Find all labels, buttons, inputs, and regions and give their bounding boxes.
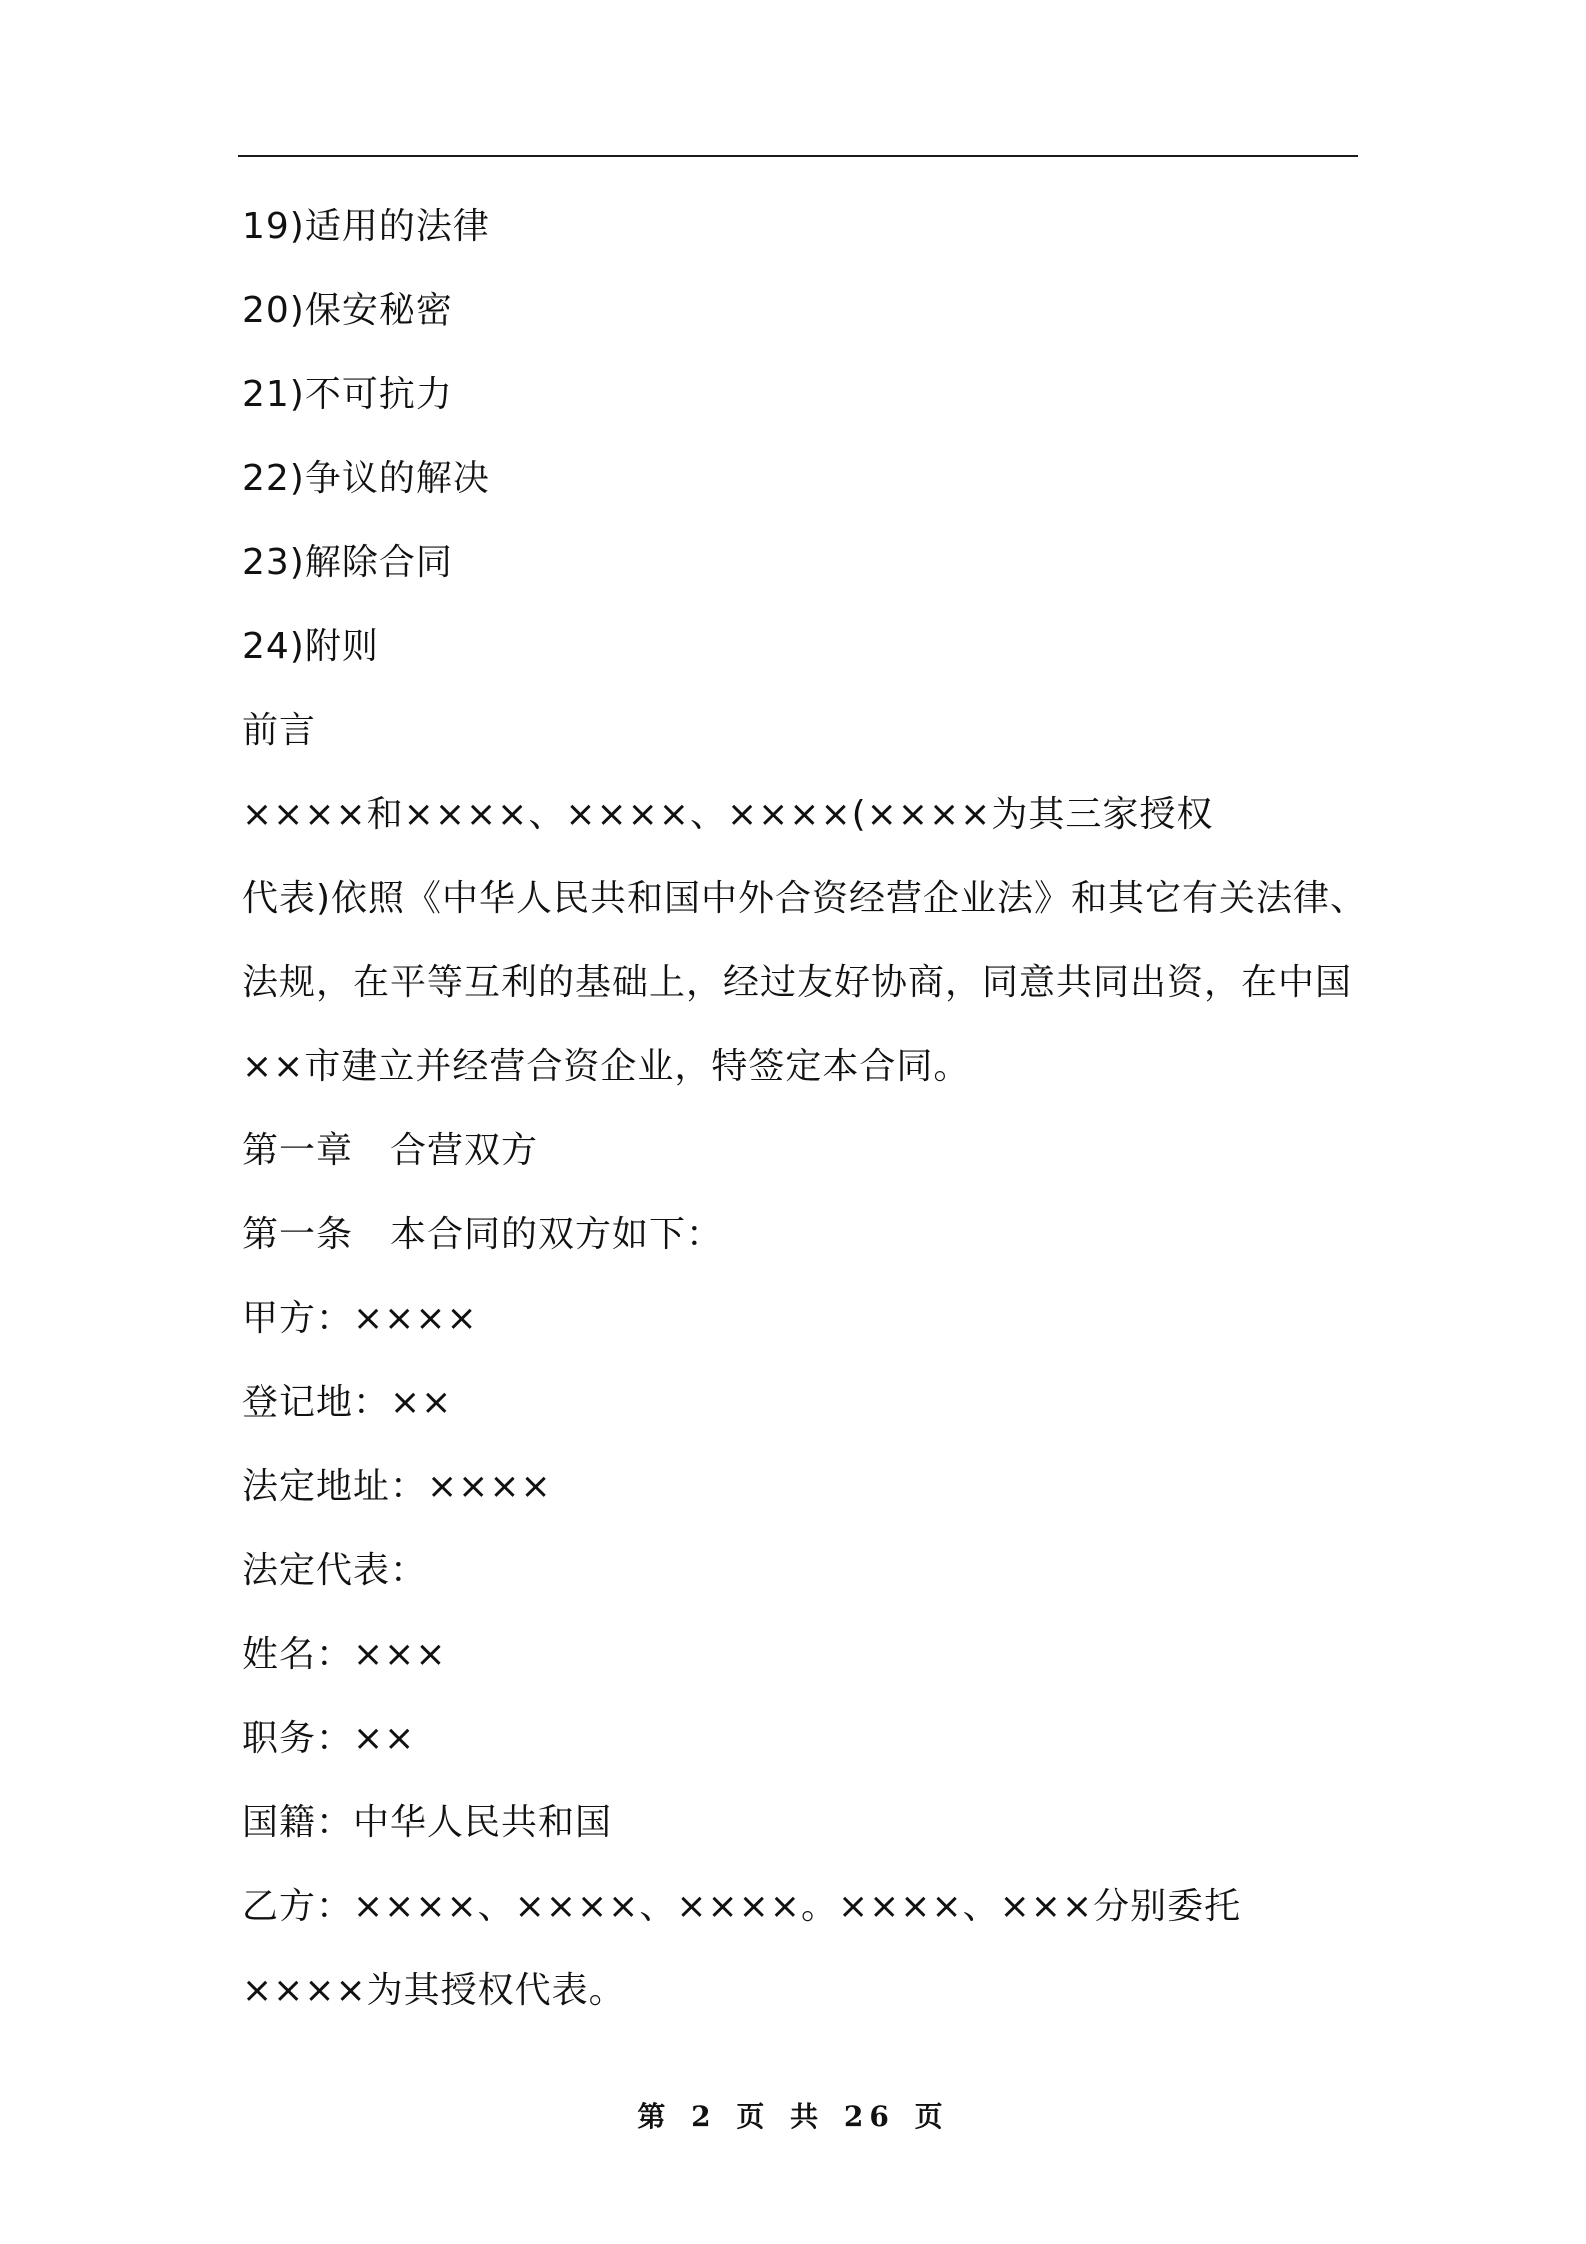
representative-name: 姓名：××× — [242, 1634, 447, 1675]
preface-paragraph-line-2: 代表)依照《中华人民共和国中外合资经营企业法》和其它有关法律、 — [242, 878, 1368, 919]
preface-paragraph-line-4: ××市建立并经营合资企业，特签定本合同。 — [242, 1046, 971, 1087]
toc-item-19: 19)适用的法律 — [242, 206, 490, 247]
registration-place: 登记地：×× — [242, 1382, 453, 1423]
representative-nationality: 国籍：中华人民共和国 — [242, 1802, 613, 1843]
article-heading: 第一条 本合同的双方如下： — [242, 1214, 724, 1255]
header-divider — [238, 155, 1358, 157]
chapter-heading: 第一章 合营双方 — [242, 1130, 539, 1171]
toc-item-22: 22)争议的解决 — [242, 458, 490, 499]
representative-position: 职务：×× — [242, 1718, 416, 1759]
toc-item-24: 24)附则 — [242, 626, 379, 667]
toc-item-23: 23)解除合同 — [242, 542, 453, 583]
preface-heading: 前言 — [242, 710, 317, 751]
legal-representative-label: 法定代表： — [242, 1550, 428, 1591]
toc-item-20: 20)保安秘密 — [242, 290, 453, 331]
page-number-footer: 第 2 页 共 26 页 — [637, 2100, 949, 2133]
party-b-line-2: ××××为其授权代表。 — [242, 1970, 626, 2011]
legal-address: 法定地址：×××× — [242, 1466, 552, 1507]
party-b-line-1: 乙方：××××、××××、××××。××××、×××分别委托 — [242, 1886, 1242, 1927]
party-a: 甲方：×××× — [242, 1298, 478, 1339]
preface-paragraph-line-1: ××××和××××、××××、××××(××××为其三家授权 — [242, 794, 1214, 835]
document-body — [242, 185, 1368, 2033]
preface-paragraph-line-3: 法规，在平等互利的基础上，经过友好协商，同意共同出资，在中国 — [242, 962, 1353, 1003]
toc-item-21: 21)不可抗力 — [242, 374, 453, 415]
